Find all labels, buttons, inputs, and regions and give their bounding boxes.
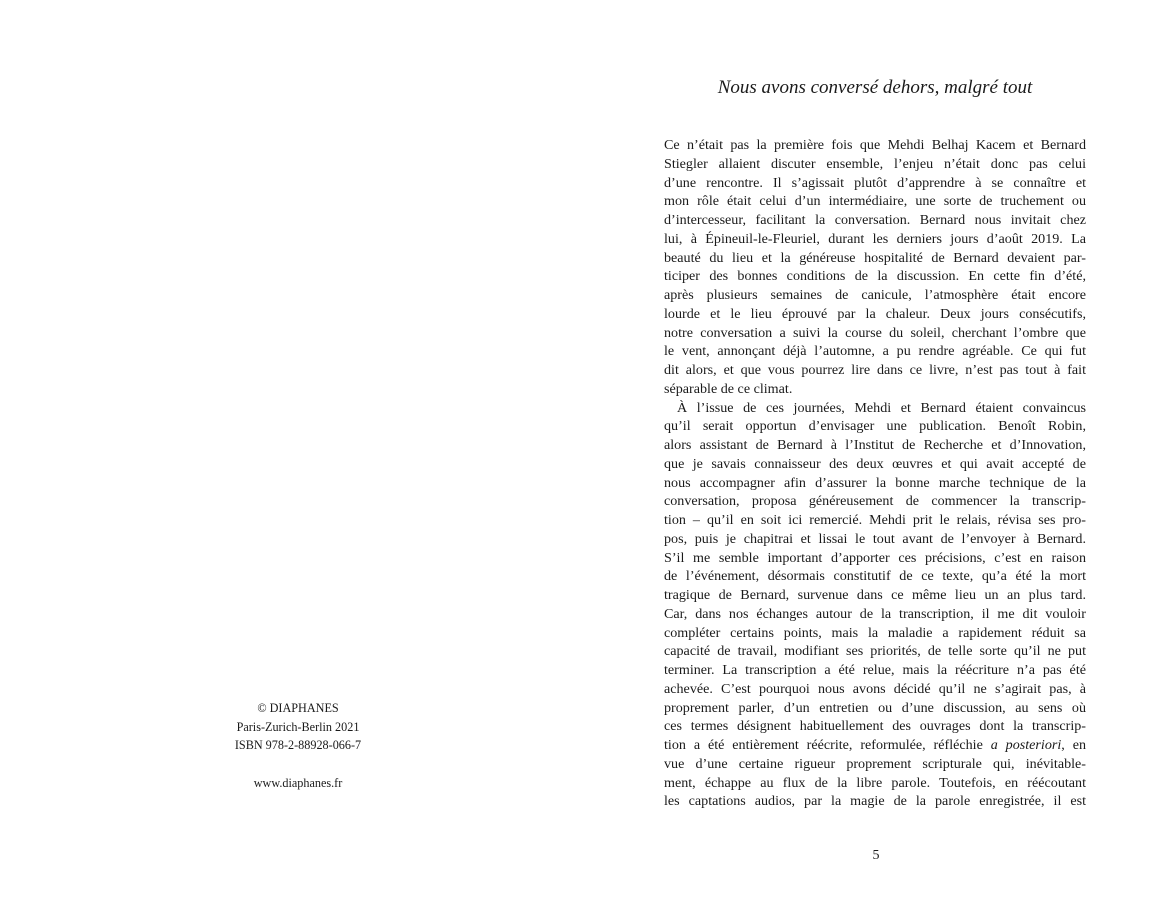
- text-line: d’intercesseur, facilitant la conversation. Bernard nous invitait chez: [664, 212, 1086, 228]
- imprint-block: [218, 699, 378, 793]
- text-line: À l’issue de ces journées, Mehdi et Bernard étaient convaincus: [677, 399, 1086, 416]
- text-line: notre conversation a suivi la course du soleil, cherchant l’ombre que: [664, 324, 1086, 341]
- text-line: nous accompagner afin d’assurer la bonne marche technique de la: [664, 474, 1086, 491]
- publisher-website: www.diaphanes.fr: [253, 775, 343, 790]
- text-line: compléter certains points, mais la maladie a rapidement réduit sa: [664, 624, 1086, 641]
- text-line: terminer. La transcription a été relue, mais la réécriture n’a pas été: [664, 662, 1086, 678]
- text-line: alors assistant de Bernard à l’Institut de Recherche et d’Innovation,: [664, 437, 1086, 453]
- chapter-title: Nous avons conversé dehors, malgré tout: [717, 77, 1033, 98]
- text-line: le vent, annonçant déjà l’automne, a pu rendre agréable. Ce qui fut: [664, 343, 1086, 360]
- text-line: conversation, proposa généreusement de commencer la transcrip-: [664, 493, 1086, 510]
- text-line: les captations audios, par la magie de la parole enregistrée, il est: [664, 793, 1086, 810]
- text-line: tion a été entièrement réécrite, reformulée, réfléchie a posteriori, en: [664, 737, 1086, 753]
- text-line: tragique de Bernard, survenue dans ce même lieu un an plus tard.: [664, 587, 1086, 603]
- text-line: vue d’une certaine rigueur proprement scripturale qui, inévitable-: [664, 755, 1086, 772]
- text-line: capacité de travail, modifiant ses priorités, de telle sorte qu’il ne put: [664, 643, 1086, 660]
- isbn: ISBN 978-2-88928-066-7: [234, 738, 362, 753]
- text-line: Ce n’était pas la première fois que Mehdi Belhaj Kacem et Bernard: [664, 137, 1086, 153]
- text-line: après plusieurs semaines de canicule, l’atmosphère était encore: [664, 287, 1086, 303]
- text-line: Car, dans nos échanges autour de la transcription, il me dit vouloir: [664, 605, 1086, 622]
- text-line: beauté du lieu et la généreuse hospitalité de Bernard devaient par-: [664, 249, 1086, 266]
- text-line: proprement parler, d’un entretien ou d’une discussion, au sens où: [664, 699, 1086, 716]
- right-page: [586, 0, 1172, 912]
- text-line: d’une rencontre. Il s’agissait plutôt d’apprendre à se connaître et: [664, 174, 1086, 191]
- spacer: [218, 755, 378, 774]
- text-line: ment, échappe au flux de la libre parole. Toutefois, en réécoutant: [664, 774, 1086, 791]
- text-line: lourde et le lieu éprouvé par la chaleur. Deux jours consécutifs,: [664, 305, 1086, 322]
- text-line: que je savais connaisseur des deux œuvres et qui avait accepté de: [664, 455, 1086, 472]
- text-line: tion – qu’il en soit ici remercié. Mehdi prit le relais, révisa ses pro-: [664, 512, 1086, 528]
- copyright-line: © DIAPHANES: [257, 701, 339, 715]
- text-line: de l’événement, désormais constitutif de ce texte, qu’a été la mort: [664, 568, 1086, 585]
- page-number: 5: [872, 848, 880, 863]
- text-line: achevée. C’est pourquoi nous avons décidé qu’il ne s’agirait pas, à: [664, 680, 1086, 697]
- paragraph: [664, 399, 1086, 812]
- text-line: ces termes désignent habituellement des ouvrages dont la transcrip-: [664, 718, 1086, 735]
- text-line: ticiper des bonnes conditions de la discussion. En cette fin d’été,: [664, 268, 1086, 285]
- body-text: [664, 136, 1086, 811]
- text-line: qu’il serait opportun d’envisager une publication. Benoît Robin,: [664, 418, 1086, 435]
- text-line: dit alors, et que vous pourrez lire dans ce livre, n’est pas tout à fait: [664, 362, 1086, 378]
- text-line: S’il me semble important d’apporter ces précisions, c’est en raison: [664, 549, 1086, 566]
- text-line: Stiegler allaient discuter ensemble, l’enjeu n’était donc pas celui: [664, 155, 1086, 172]
- text-line: lui, à Épineuil-le-Fleuriel, durant les derniers jours d’août 2019. La: [664, 230, 1086, 247]
- text-line: mon rôle était celui d’un intermédiaire, une sorte de truchement ou: [664, 193, 1086, 210]
- paragraph: [664, 136, 1086, 399]
- italic-phrase: a posteriori: [990, 737, 1062, 753]
- text-line: pos, puis je chapitrai et lissai le tout avant de l’envoyer à Bernard.: [664, 530, 1086, 547]
- publisher-cities-year: Paris-Zurich-Berlin 2021: [236, 719, 360, 734]
- text-line: séparable de ce climat.: [664, 380, 793, 397]
